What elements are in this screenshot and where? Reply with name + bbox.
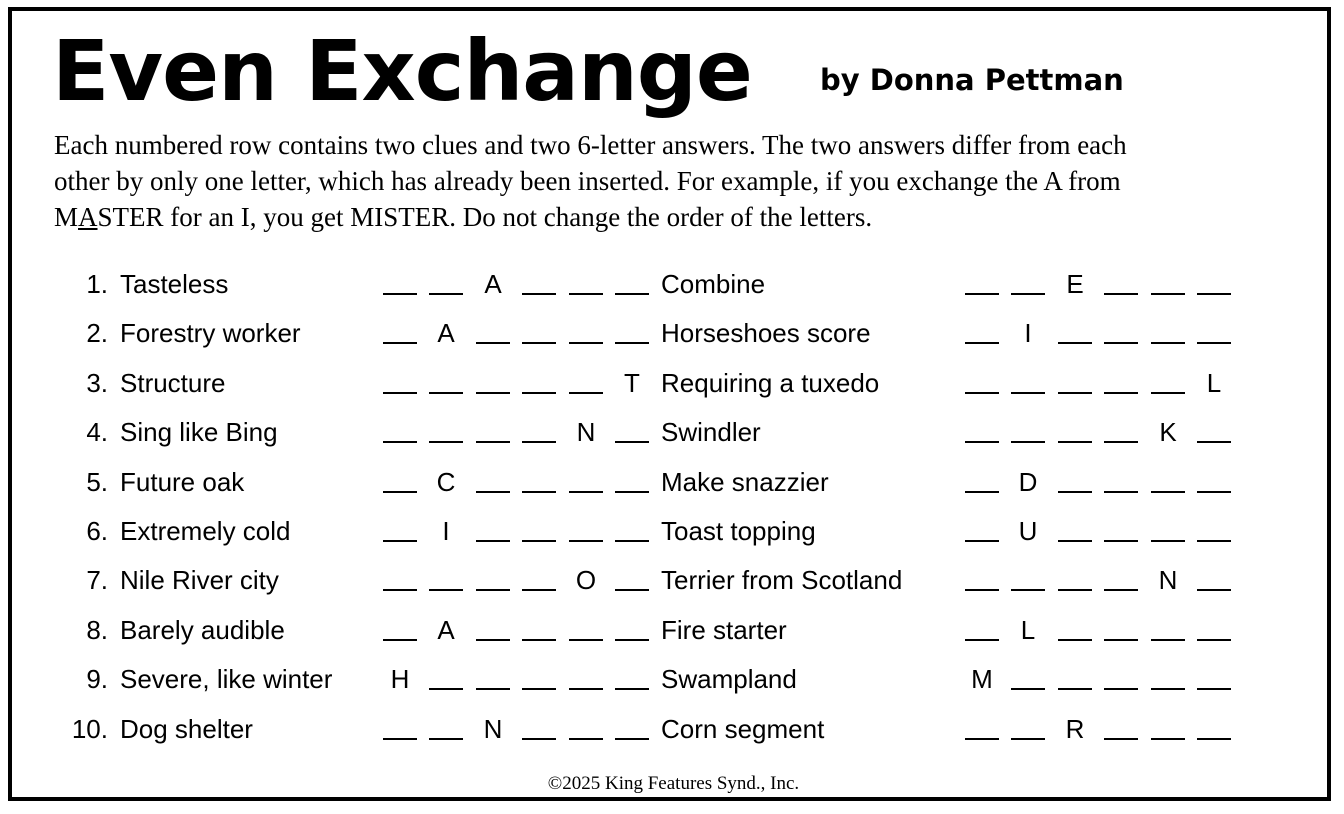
right-answer-cell-blank[interactable] <box>1104 269 1138 295</box>
left-answer-cell-blank[interactable] <box>522 269 556 295</box>
left-answer-cell-blank[interactable] <box>476 368 510 394</box>
left-answer-cell-given-letter: N <box>576 417 596 447</box>
left-answer-cell-blank[interactable] <box>383 714 417 740</box>
right-answer-cell-blank[interactable] <box>1058 368 1092 394</box>
puzzle-title: Even Exchange <box>52 22 752 120</box>
left-answer-cell-given-letter: N <box>483 714 503 744</box>
right-answer-cell-blank[interactable] <box>1197 615 1231 641</box>
right-answer-cell-blank[interactable] <box>1197 318 1231 344</box>
left-answer-cell-blank[interactable] <box>569 318 603 344</box>
right-answer-cell-given-letter: N <box>1158 565 1178 595</box>
right-answer-cell-blank[interactable] <box>1104 467 1138 493</box>
left-answer-cell-given-letter: A <box>484 269 502 299</box>
right-answer-cell-given-letter: M <box>971 664 993 694</box>
left-answer-cell-blank[interactable] <box>383 269 417 295</box>
left-answer-cell-given-letter: A <box>437 318 455 348</box>
right-answer-cell-blank[interactable] <box>1011 664 1045 690</box>
puzzle-frame <box>8 7 1331 801</box>
right-answer-cell-blank[interactable] <box>1011 269 1045 295</box>
left-answer-cell-blank[interactable] <box>476 516 510 542</box>
right-answer-cell-blank[interactable] <box>1011 565 1045 591</box>
left-answer-cell-blank[interactable] <box>429 269 463 295</box>
left-answer-cell-given-letter: I <box>442 516 450 546</box>
left-answer-cell-blank[interactable] <box>615 516 649 542</box>
left-answer-cell-blank[interactable] <box>429 565 463 591</box>
instructions-line-3 <box>54 199 1314 235</box>
right-answer-cell-blank[interactable] <box>1197 565 1231 591</box>
right-answer-cell-blank[interactable] <box>1151 318 1185 344</box>
right-answer-cell-blank[interactable] <box>1104 615 1138 641</box>
right-answer-cell-blank[interactable] <box>1151 714 1185 740</box>
right-clue: Horseshoes score <box>661 318 871 348</box>
right-answer-cell-blank[interactable] <box>1197 417 1231 443</box>
clue-number: 3. <box>86 368 108 398</box>
left-answer-cell-blank[interactable] <box>569 516 603 542</box>
left-clue: Nile River city <box>120 565 279 595</box>
left-answer-cell-blank[interactable] <box>429 664 463 690</box>
right-answer-cell-blank[interactable] <box>1197 714 1231 740</box>
right-clue: Make snazzier <box>661 467 829 497</box>
right-answer-cell-blank[interactable] <box>1058 417 1092 443</box>
right-answer-cell-blank[interactable] <box>1058 516 1092 542</box>
left-answer-cell-blank[interactable] <box>615 318 649 344</box>
right-clue: Terrier from Scotland <box>661 565 903 595</box>
left-answer-cell-blank[interactable] <box>383 417 417 443</box>
left-answer-cell-blank[interactable] <box>522 318 556 344</box>
left-answer-cell-blank[interactable] <box>383 565 417 591</box>
right-answer-cell-given-letter: U <box>1018 516 1038 546</box>
left-clue: Severe, like winter <box>120 664 333 694</box>
right-answer-cell-given-letter: L <box>1020 615 1036 645</box>
left-answer-cell-blank[interactable] <box>429 368 463 394</box>
copyright: ©2025 King Features Synd., Inc. <box>547 773 800 794</box>
right-answer-cell-blank[interactable] <box>1151 467 1185 493</box>
instructions-line-3-rest: STER for an I, you get MISTER. Do not change the order of the letters. <box>97 202 873 232</box>
clue-number: 4. <box>86 417 108 447</box>
left-answer-cell-blank[interactable] <box>615 417 649 443</box>
right-answer-cell-given-letter: I <box>1024 318 1032 348</box>
clue-number: 6. <box>86 516 108 546</box>
right-answer-cell-blank[interactable] <box>1011 417 1045 443</box>
byline: by Donna Pettman <box>820 63 1124 97</box>
example-letter-m: M <box>54 202 79 232</box>
left-answer-cell-given-letter: A <box>437 615 455 645</box>
left-answer-cell-blank[interactable] <box>429 417 463 443</box>
right-answer-cell-blank[interactable] <box>965 516 999 542</box>
right-answer-cell-blank[interactable] <box>965 417 999 443</box>
right-answer-cell-blank[interactable] <box>1058 467 1092 493</box>
left-answer-cell-blank[interactable] <box>569 664 603 690</box>
right-clue: Toast topping <box>661 516 816 546</box>
clue-number: 1. <box>86 269 108 299</box>
left-answer-cell-blank[interactable] <box>522 516 556 542</box>
right-answer-cell-blank[interactable] <box>1151 269 1185 295</box>
instructions-line-1: Each numbered row contains two clues and two 6-letter answers. The two answers differ from each <box>54 130 1127 160</box>
left-clue: Barely audible <box>120 615 285 645</box>
right-answer-cell-blank[interactable] <box>1104 368 1138 394</box>
right-answer-cell-blank[interactable] <box>1197 516 1231 542</box>
left-clue: Forestry worker <box>120 318 301 348</box>
left-answer-cell-blank[interactable] <box>476 565 510 591</box>
right-clue: Fire starter <box>661 615 787 645</box>
right-answer-cell-blank[interactable] <box>1011 714 1045 740</box>
left-answer-cell-blank[interactable] <box>522 467 556 493</box>
left-answer-cell-blank[interactable] <box>476 318 510 344</box>
left-answer-cell-blank[interactable] <box>615 565 649 591</box>
right-answer-cell-blank[interactable] <box>1151 368 1185 394</box>
right-answer-cell-blank[interactable] <box>965 615 999 641</box>
left-answer-cell-blank[interactable] <box>383 516 417 542</box>
clue-number: 9. <box>86 664 108 694</box>
clue-number: 5. <box>86 467 108 497</box>
right-answer-cell-blank[interactable] <box>965 467 999 493</box>
right-answer-cell-blank[interactable] <box>1104 417 1138 443</box>
right-answer-cell-blank[interactable] <box>965 318 999 344</box>
left-answer-cell-blank[interactable] <box>383 318 417 344</box>
right-answer-cell-blank[interactable] <box>965 269 999 295</box>
example-underlined-letter: A <box>78 202 98 232</box>
right-clue: Swindler <box>661 417 761 447</box>
right-answer-cell-blank[interactable] <box>1151 516 1185 542</box>
left-answer-cell-given-letter: H <box>390 664 410 694</box>
right-answer-cell-blank[interactable] <box>1104 714 1138 740</box>
right-answer-cell-blank[interactable] <box>1197 467 1231 493</box>
clue-number: 2. <box>86 318 108 348</box>
right-answer-cell-blank[interactable] <box>1104 516 1138 542</box>
right-answer-cell-blank[interactable] <box>965 565 999 591</box>
left-answer-cell-given-letter: T <box>624 368 640 398</box>
right-answer-cell-blank[interactable] <box>1151 664 1185 690</box>
left-answer-cell-blank[interactable] <box>476 664 510 690</box>
right-answer-cell-blank[interactable] <box>1104 565 1138 591</box>
left-answer-cell-blank[interactable] <box>569 269 603 295</box>
left-answer-cell-blank[interactable] <box>476 467 510 493</box>
right-answer-cell-given-letter: R <box>1065 714 1085 744</box>
left-answer-cell-blank[interactable] <box>522 664 556 690</box>
right-answer-cell-blank[interactable] <box>1058 565 1092 591</box>
left-answer-cell-blank[interactable] <box>569 467 603 493</box>
left-answer-cell-blank[interactable] <box>383 467 417 493</box>
left-answer-cell-blank[interactable] <box>522 368 556 394</box>
right-clue: Swampland <box>661 664 797 694</box>
right-clue: Requiring a tuxedo <box>661 368 880 398</box>
left-answer-cell-given-letter: C <box>436 467 456 497</box>
right-answer-cell-blank[interactable] <box>1058 318 1092 344</box>
right-answer-cell-blank[interactable] <box>1011 368 1045 394</box>
left-answer-cell-blank[interactable] <box>522 565 556 591</box>
left-answer-cell-given-letter: O <box>575 565 597 595</box>
right-answer-cell-blank[interactable] <box>965 368 999 394</box>
right-answer-cell-blank[interactable] <box>1197 269 1231 295</box>
right-answer-cell-given-letter: D <box>1018 467 1038 497</box>
left-answer-cell-blank[interactable] <box>569 368 603 394</box>
right-answer-cell-blank[interactable] <box>1104 318 1138 344</box>
left-answer-cell-blank[interactable] <box>383 368 417 394</box>
clue-number: 7. <box>86 565 108 595</box>
left-answer-cell-blank[interactable] <box>615 664 649 690</box>
left-answer-cell-blank[interactable] <box>569 714 603 740</box>
left-clue: Dog shelter <box>120 714 253 744</box>
left-answer-cell-blank[interactable] <box>615 714 649 740</box>
left-clue: Future oak <box>120 467 245 497</box>
left-clue: Tasteless <box>120 269 229 299</box>
right-answer-cell-blank[interactable] <box>965 714 999 740</box>
right-answer-cell-blank[interactable] <box>1151 615 1185 641</box>
right-answer-cell-given-letter: L <box>1206 368 1222 398</box>
instructions <box>54 127 1314 235</box>
left-answer-cell-blank[interactable] <box>476 615 510 641</box>
right-clue: Combine <box>661 269 766 299</box>
left-answer-cell-blank[interactable] <box>522 417 556 443</box>
clue-number: 8. <box>86 615 108 645</box>
left-answer-cell-blank[interactable] <box>522 714 556 740</box>
left-clue: Sing like Bing <box>120 417 278 447</box>
left-answer-cell-blank[interactable] <box>569 615 603 641</box>
right-answer-cell-blank[interactable] <box>1197 664 1231 690</box>
right-answer-cell-blank[interactable] <box>1104 664 1138 690</box>
left-answer-cell-blank[interactable] <box>383 615 417 641</box>
clue-number: 10. <box>71 714 108 744</box>
left-answer-cell-blank[interactable] <box>615 615 649 641</box>
left-answer-cell-blank[interactable] <box>476 417 510 443</box>
right-clue: Corn segment <box>661 714 825 744</box>
left-answer-cell-blank[interactable] <box>615 467 649 493</box>
right-answer-cell-given-letter: K <box>1159 417 1177 447</box>
left-clue: Extremely cold <box>120 516 291 546</box>
right-answer-cell-blank[interactable] <box>1058 664 1092 690</box>
right-answer-cell-blank[interactable] <box>1058 615 1092 641</box>
right-answer-cell-given-letter: E <box>1066 269 1084 299</box>
left-answer-cell-blank[interactable] <box>615 269 649 295</box>
instructions-line-2: other by only one letter, which has already been inserted. For example, if you exchange the A from <box>54 166 1121 196</box>
left-answer-cell-blank[interactable] <box>522 615 556 641</box>
left-clue: Structure <box>120 368 226 398</box>
left-answer-cell-blank[interactable] <box>429 714 463 740</box>
